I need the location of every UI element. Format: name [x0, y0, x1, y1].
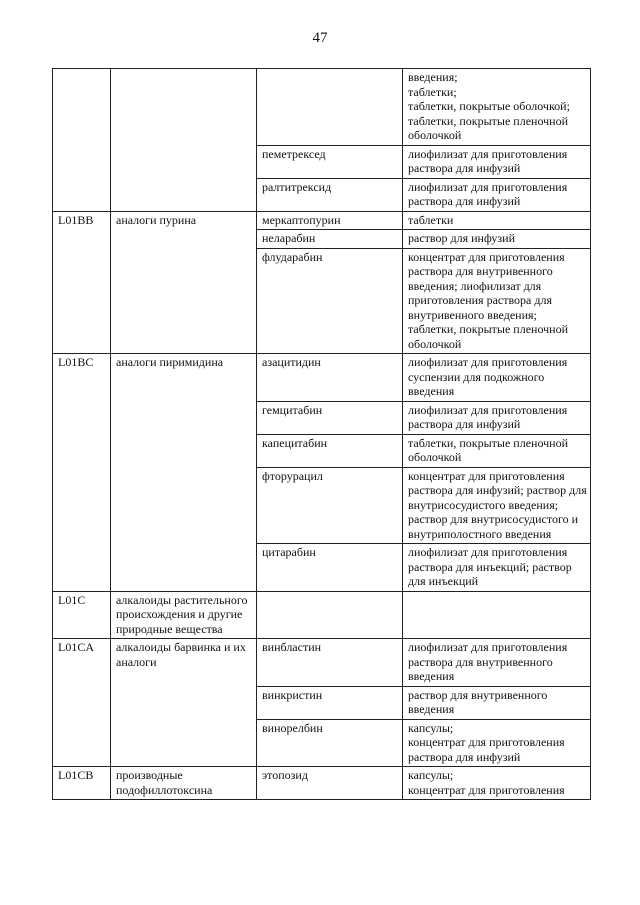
drug-table	[52, 68, 591, 800]
drug-name-cell: азацитидин	[257, 354, 403, 402]
drug-name-cell: флударабин	[257, 248, 403, 354]
atc-code-cell: L01C	[53, 591, 111, 639]
group-name-cell: производные подофиллотоксина	[111, 767, 257, 800]
drug-name-cell: пеметрексед	[257, 145, 403, 178]
group-name-cell: алкалоиды растительного происхождения и другие природные вещества	[111, 591, 257, 639]
drug-name-cell: винкристин	[257, 686, 403, 719]
drug-name-cell	[257, 591, 403, 639]
drug-name-cell: цитарабин	[257, 544, 403, 592]
table-row	[53, 354, 591, 402]
table-row	[53, 211, 591, 230]
dosage-form-cell: введения; таблетки; таблетки, покрытые оболочкой; таблетки, покрытые пленочной оболочкой	[403, 69, 591, 146]
dosage-form-cell: концентрат для приготовления раствора для внутривенного введения; лиофилизат для приготовления раствора для внутривенного введения; таблетки, покрытые пленочной оболочкой	[403, 248, 591, 354]
drug-name-cell: меркаптопурин	[257, 211, 403, 230]
dosage-form-cell: капсулы; концентрат для приготовления раствора для инфузий	[403, 719, 591, 767]
drug-name-cell: ралтитрексид	[257, 178, 403, 211]
atc-code-cell: L01CA	[53, 639, 111, 767]
dosage-form-cell: раствор для инфузий	[403, 230, 591, 249]
dosage-form-cell: лиофилизат для приготовления раствора для инфузий	[403, 145, 591, 178]
table-row	[53, 639, 591, 687]
drug-table-body	[53, 69, 591, 800]
dosage-form-cell: лиофилизат для приготовления раствора для внутривенного введения	[403, 639, 591, 687]
table-row	[53, 591, 591, 639]
atc-code-cell: L01CB	[53, 767, 111, 800]
dosage-form-cell: концентрат для приготовления раствора для инфузий; раствор для внутрисосудистого введения; раствор для внутрисосудистого и внутриполостного введения	[403, 467, 591, 544]
dosage-form-cell: лиофилизат для приготовления суспензии для подкожного введения	[403, 354, 591, 402]
dosage-form-cell	[403, 591, 591, 639]
dosage-form-cell: лиофилизат для приготовления раствора для инфузий	[403, 178, 591, 211]
atc-code-cell	[53, 69, 111, 212]
drug-name-cell: винорелбин	[257, 719, 403, 767]
dosage-form-cell: лиофилизат для приготовления раствора для инфузий	[403, 401, 591, 434]
dosage-form-cell: лиофилизат для приготовления раствора для инъекций; раствор для инъекций	[403, 544, 591, 592]
table-row	[53, 69, 591, 146]
group-name-cell: аналоги пиримидина	[111, 354, 257, 592]
table-row	[53, 767, 591, 800]
dosage-form-cell: раствор для внутривенного введения	[403, 686, 591, 719]
drug-name-cell: этопозид	[257, 767, 403, 800]
atc-code-cell: L01BC	[53, 354, 111, 592]
atc-code-cell: L01BB	[53, 211, 111, 354]
dosage-form-cell: таблетки	[403, 211, 591, 230]
drug-name-cell: неларабин	[257, 230, 403, 249]
group-name-cell: аналоги пурина	[111, 211, 257, 354]
dosage-form-cell: таблетки, покрытые пленочной оболочкой	[403, 434, 591, 467]
drug-name-cell: капецитабин	[257, 434, 403, 467]
group-name-cell: алкалоиды барвинка и их аналоги	[111, 639, 257, 767]
drug-name-cell: фторурацил	[257, 467, 403, 544]
page-number: 47	[312, 30, 328, 46]
group-name-cell	[111, 69, 257, 212]
drug-name-cell	[257, 69, 403, 146]
drug-name-cell: гемцитабин	[257, 401, 403, 434]
drug-name-cell: винбластин	[257, 639, 403, 687]
dosage-form-cell: капсулы; концентрат для приготовления	[403, 767, 591, 800]
